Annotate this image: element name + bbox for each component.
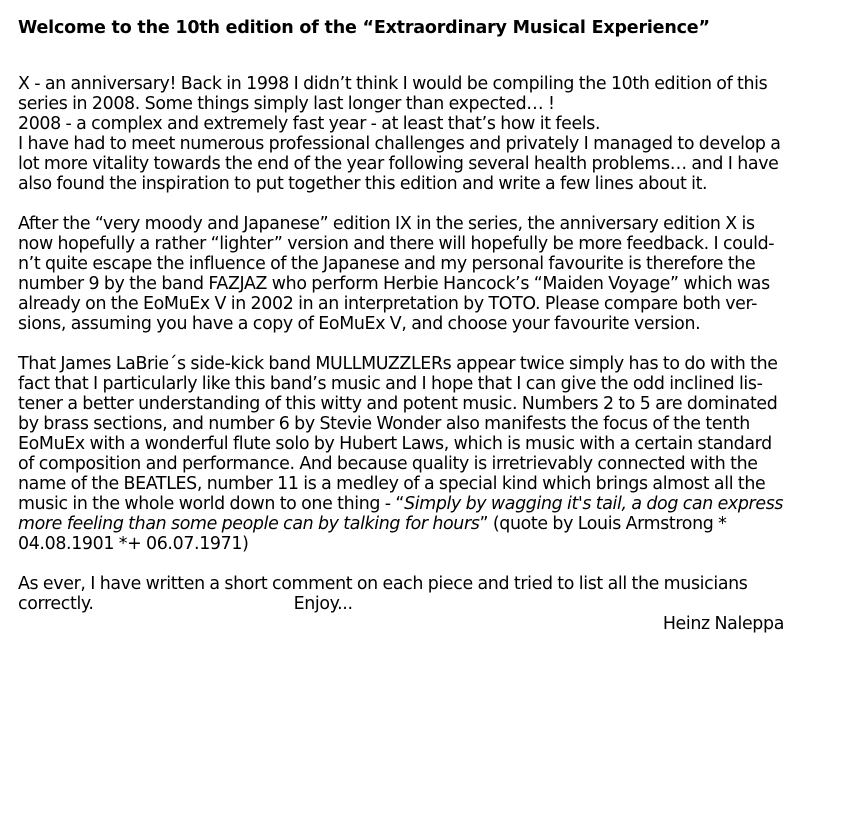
text-line: number 9 by the band FAZJAZ who perform Herbie Hancock’s “Maiden Voyage” which was [18, 274, 770, 294]
text-line: by brass sections, and number 6 by Stevie Wonder also manifests the focus of the tenth [18, 414, 750, 434]
paragraph-bands [18, 354, 840, 554]
text-line: I have had to meet numerous professional challenges and privately I managed to develop a [18, 134, 781, 154]
text-line: sions, assuming you have a copy of EoMuEx V, and choose your favourite version. [18, 314, 701, 334]
text-line: of composition and performance. And because quality is irretrievably connected with the [18, 454, 758, 474]
text-line: After the “very moody and Japanese” edition IX in the series, the anniversary edition X is [18, 214, 755, 234]
enjoy-text: Enjoy... [293, 594, 353, 614]
text-line: EoMuEx with a wonderful flute solo by Hubert Laws, which is music with a certain standard [18, 434, 772, 454]
text-line: also found the inspiration to put together this edition and write a few lines about it. [18, 174, 708, 194]
text-line: n’t quite escape the influence of the Japanese and my personal favourite is therefore the [18, 254, 756, 274]
quote-line [18, 494, 840, 514]
quote-line [18, 514, 840, 534]
text-line: now hopefully a rather “lighter” version and there will hopefully be more feedback. I could- [18, 234, 775, 254]
armstrong-quote-part-2: more feeling than some people can by talking for hours [18, 514, 480, 534]
armstrong-quote-part-1: Simply by wagging it's tail, a dog can express [404, 494, 784, 514]
text-line: That James LaBrie´s side-kick band MULLMUZZLERs appear twice simply has to do with the [18, 354, 778, 374]
document-page [18, 0, 840, 634]
text-line: already on the EoMuEx V in 2002 in an interpretation by TOTO. Please compare both ver- [18, 294, 758, 314]
text-line: As ever, I have written a short comment on each piece and tried to list all the musicians [18, 574, 748, 594]
text-line: fact that I particularly like this band’s music and I hope that I can give the odd inclined lis- [18, 374, 763, 394]
paragraph-edition [18, 214, 840, 334]
text-line: series in 2008. Some things simply last longer than expected… ! [18, 94, 555, 114]
text-line: tener a better understanding of this witty and potent music. Numbers 2 to 5 are dominated [18, 394, 778, 414]
closing-correctly: correctly. [18, 594, 94, 614]
paragraph-closing [18, 574, 840, 634]
document-title: Welcome to the 10th edition of the “Extraordinary Musical Experience” [18, 18, 710, 38]
text-line: lot more vitality towards the end of the year following several health problems… and I have [18, 154, 779, 174]
text-line: name of the BEATLES, number 11 is a medley of a special kind which brings almost all the [18, 474, 766, 494]
quote-dates: 04.08.1901 *+ 06.07.1971) [18, 534, 249, 554]
text-line: X - an anniversary! Back in 1998 I didn’t think I would be compiling the 10th edition of this [18, 74, 768, 94]
signature: Heinz Naleppa [662, 614, 784, 634]
quote-attribution: ” (quote by Louis Armstrong * [479, 514, 727, 534]
paragraph-anniversary [18, 74, 840, 194]
text-line [18, 594, 840, 614]
quote-lead-text: music in the whole world down to one thing - “ [18, 494, 405, 514]
text-line: 2008 - a complex and extremely fast year - at least that’s how it feels. [18, 114, 601, 134]
